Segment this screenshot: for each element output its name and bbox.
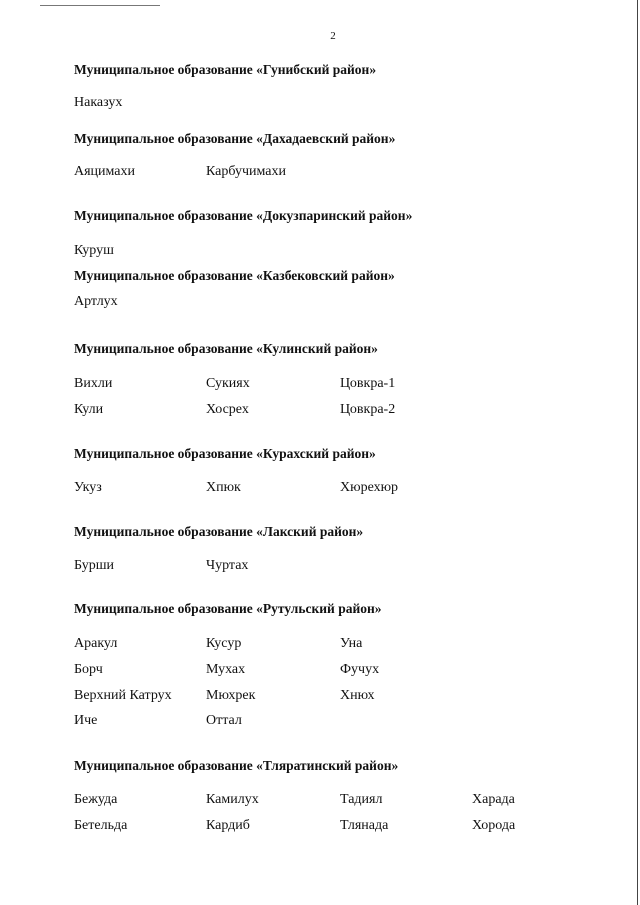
- place-name: Вихли: [74, 376, 113, 391]
- place-name: Фучух: [340, 662, 380, 677]
- place-name: Тадиял: [340, 792, 383, 807]
- place-name: Бежуда: [74, 792, 118, 807]
- place-name: Иче: [74, 713, 98, 728]
- section-heading: Муниципальное образование «Кулинский район»: [74, 341, 378, 356]
- place-name: Хосрех: [206, 402, 249, 417]
- section-heading: Муниципальное образование «Курахский район»: [74, 446, 376, 461]
- section-heading: Муниципальное образование «Тляратинский район»: [74, 758, 399, 773]
- place-name: Кардиб: [206, 818, 250, 833]
- section-heading: Муниципальное образование «Дахадаевский район»: [74, 131, 396, 146]
- place-name: Борч: [74, 662, 103, 677]
- place-name: Сукиях: [206, 376, 250, 391]
- place-name: Бурши: [74, 558, 114, 573]
- place-name: Уна: [340, 636, 363, 651]
- place-name: Камилух: [206, 792, 259, 807]
- place-name: Мухах: [206, 662, 246, 677]
- place-name: Наказух: [74, 95, 123, 110]
- section-heading: Муниципальное образование «Гунибский район»: [74, 62, 377, 77]
- place-name: Цовкра-1: [340, 376, 396, 391]
- place-name: Бетельда: [74, 818, 128, 833]
- place-name: Куруш: [74, 243, 114, 258]
- place-name: Аракул: [74, 636, 118, 651]
- place-name: Укуз: [74, 480, 102, 495]
- section-heading: Муниципальное образование «Лакский район»: [74, 524, 364, 539]
- place-name: Хорода: [472, 818, 516, 833]
- scan-mark: [40, 0, 160, 6]
- place-name: Чуртах: [206, 558, 249, 573]
- place-name: Цовкра-2: [340, 402, 396, 417]
- place-name: Артлух: [74, 294, 118, 309]
- place-name: Хпюк: [206, 480, 241, 495]
- place-name: Тлянада: [340, 818, 389, 833]
- section-heading: Муниципальное образование «Рутульский район»: [74, 601, 382, 616]
- page-number: 2: [330, 30, 336, 42]
- section-heading: Муниципальное образование «Докузпаринский район»: [74, 208, 413, 223]
- place-name: Верхний Катрух: [74, 688, 172, 703]
- place-name: Хнюх: [340, 688, 375, 703]
- place-name: Хюрехюр: [340, 480, 399, 495]
- place-name: Оттал: [206, 713, 242, 728]
- place-name: Аяцимахи: [74, 164, 136, 179]
- place-name: Карбучимахи: [206, 164, 286, 179]
- place-name: Кусур: [206, 636, 242, 651]
- place-name: Мюхрек: [206, 688, 256, 703]
- place-name: Кули: [74, 402, 104, 417]
- section-heading: Муниципальное образование «Казбековский район»: [74, 268, 395, 283]
- page-edge-line: [637, 0, 638, 905]
- place-name: Харада: [472, 792, 515, 807]
